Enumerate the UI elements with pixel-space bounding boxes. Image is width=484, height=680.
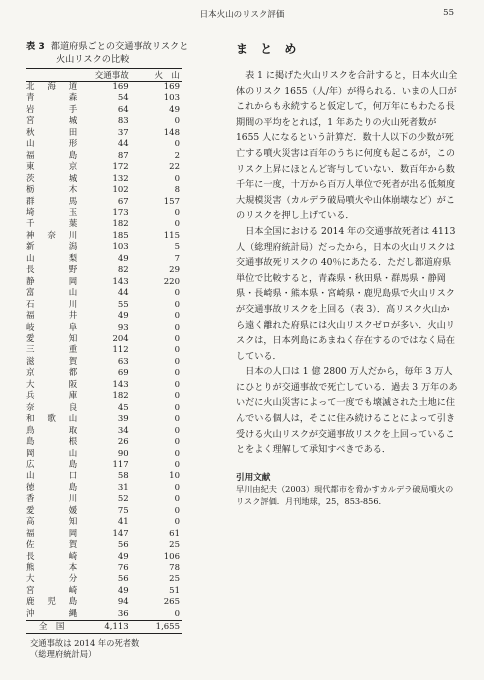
prefecture-cell: 山 梨 bbox=[26, 253, 78, 264]
header-prefecture bbox=[26, 69, 81, 82]
traffic-cell: 172 bbox=[112, 162, 129, 173]
page-number: 55 bbox=[443, 8, 454, 18]
prefecture-cell: 石 川 bbox=[26, 299, 78, 310]
table-row bbox=[26, 323, 182, 334]
table-row bbox=[26, 288, 182, 299]
table-note-line1: 交通事故は 2014 年の死者数 bbox=[30, 638, 140, 649]
prefecture-cell: 長 崎 bbox=[26, 551, 78, 562]
volcano-cell: 51 bbox=[169, 585, 180, 596]
table-row bbox=[26, 82, 182, 94]
table-row bbox=[26, 540, 182, 551]
prefecture-cell: 京 都 bbox=[26, 368, 78, 379]
volcano-cell: 0 bbox=[174, 207, 180, 218]
prefecture-cell: 静 岡 bbox=[26, 276, 78, 287]
prefecture-cell: 長 野 bbox=[26, 265, 78, 276]
volcano-cell: 0 bbox=[174, 345, 180, 356]
prefecture-cell: 鳥 取 bbox=[26, 425, 78, 436]
traffic-cell: 147 bbox=[112, 528, 129, 539]
traffic-cell: 132 bbox=[112, 173, 129, 184]
table-row bbox=[26, 426, 182, 437]
table-row bbox=[26, 494, 182, 505]
volcano-cell: 49 bbox=[169, 104, 180, 115]
traffic-cell: 87 bbox=[117, 150, 129, 161]
volcano-cell: 7 bbox=[174, 253, 180, 264]
prefecture-cell: 新 潟 bbox=[26, 242, 78, 253]
volcano-cell: 0 bbox=[174, 494, 180, 505]
prefecture-cell: 鹿 児 島 bbox=[26, 597, 78, 608]
volcano-cell: 0 bbox=[174, 173, 180, 184]
prefecture-cell: 宮 城 bbox=[26, 116, 78, 127]
prefecture-cell: 愛 知 bbox=[26, 333, 78, 344]
table-row bbox=[26, 345, 182, 356]
table-row bbox=[26, 311, 182, 322]
traffic-cell: 56 bbox=[117, 540, 129, 551]
prefecture-cell: 岐 阜 bbox=[26, 322, 78, 333]
volcano-cell: 25 bbox=[169, 540, 180, 551]
table-row bbox=[26, 380, 182, 391]
volcano-cell: 0 bbox=[174, 459, 180, 470]
page-header bbox=[0, 8, 484, 22]
table-row bbox=[26, 162, 182, 173]
table-row bbox=[26, 609, 182, 621]
table-row bbox=[26, 219, 182, 230]
prefecture-cell: 東 京 bbox=[26, 162, 78, 173]
traffic-cell: 90 bbox=[117, 448, 129, 459]
prefecture-cell: 佐 賀 bbox=[26, 540, 78, 551]
table-total-row bbox=[26, 621, 182, 634]
volcano-cell: 2 bbox=[174, 150, 180, 161]
volcano-cell: 0 bbox=[174, 437, 180, 448]
table-row bbox=[26, 254, 182, 265]
table-note-line2: （総理府統計局） bbox=[30, 649, 97, 660]
volcano-cell: 0 bbox=[174, 139, 180, 150]
traffic-cell: 41 bbox=[117, 517, 129, 528]
volcano-cell: 8 bbox=[174, 185, 180, 196]
prefecture-cell: 高 知 bbox=[26, 517, 78, 528]
prefecture-cell: 群 馬 bbox=[26, 196, 78, 207]
prefecture-cell: 岩 手 bbox=[26, 104, 78, 115]
paragraph-2: 日本全国における 2014 年の交通事故死者は 4113 人（総理府統計局）だったから，日本の火山リスクは交通事故死リスクの 40％にあたる．ただし都道府県単位で比較すると，青森県・秋田県・群馬県・静岡県・長崎県・熊本県・宮崎県・鹿児島県で火山リスクが交通事故リスクを上回る（表 3）．高リスク火山から遠く離れた府県には火山リスクゼロが多い．火山リスクは，日本列島にあまねく存在するのではなく局在している． bbox=[236, 226, 456, 362]
traffic-cell: 45 bbox=[117, 402, 129, 413]
volcano-cell: 22 bbox=[169, 162, 180, 173]
table-row bbox=[26, 517, 182, 528]
traffic-cell: 54 bbox=[117, 93, 129, 104]
table-row bbox=[26, 586, 182, 597]
prefecture-cell: 埼 玉 bbox=[26, 207, 78, 218]
volcano-cell: 220 bbox=[163, 276, 180, 287]
paragraph-3: 日本の人口は 1 億 2800 万人だから，毎年 3 万人にひとりが交通事故で死亡している．過去 3 万年のあいだに火山災害によって一度でも壊滅された土地に住んでいる個人は，そこに住み続けることによって引き受ける火山リスクが交通事故リスクを上回っていることをよく理解して承知すべきである． bbox=[236, 367, 458, 456]
table-row bbox=[26, 506, 182, 517]
traffic-cell: 63 bbox=[117, 356, 129, 367]
table-row bbox=[26, 552, 182, 563]
table-label: 表 3 bbox=[26, 41, 45, 52]
volcano-cell: 10 bbox=[169, 471, 180, 482]
traffic-cell: 56 bbox=[117, 574, 129, 585]
prefecture-cell: 福 岡 bbox=[26, 528, 78, 539]
table-row bbox=[26, 357, 182, 368]
prefecture-cell: 岡 山 bbox=[26, 448, 78, 459]
traffic-cell: 58 bbox=[117, 471, 129, 482]
prefecture-cell: 宮 崎 bbox=[26, 585, 78, 596]
volcano-cell: 0 bbox=[174, 333, 180, 344]
volcano-cell: 0 bbox=[174, 448, 180, 459]
traffic-cell: 117 bbox=[112, 459, 129, 470]
table-body bbox=[26, 82, 182, 634]
volcano-cell: 29 bbox=[169, 265, 180, 276]
table-row bbox=[26, 151, 182, 162]
traffic-cell: 182 bbox=[112, 219, 129, 230]
volcano-cell: 0 bbox=[174, 356, 180, 367]
prefecture-cell: 福 島 bbox=[26, 150, 78, 161]
table-row bbox=[26, 460, 182, 471]
table-row bbox=[26, 483, 182, 494]
prefecture-cell: 三 重 bbox=[26, 345, 78, 356]
total-volcano: 1,655 bbox=[129, 621, 182, 634]
volcano-cell: 0 bbox=[174, 402, 180, 413]
traffic-cell: 34 bbox=[117, 425, 129, 436]
table-row bbox=[26, 563, 182, 574]
table-caption-line1: 都道府県ごとの交通事故リスクと bbox=[50, 41, 189, 52]
prefecture-cell: 山 形 bbox=[26, 139, 78, 150]
prefecture-cell: 熊 本 bbox=[26, 563, 78, 574]
table-row bbox=[26, 597, 182, 608]
volcano-cell: 0 bbox=[174, 379, 180, 390]
prefecture-cell: 大 阪 bbox=[26, 379, 78, 390]
volcano-cell: 0 bbox=[174, 288, 180, 299]
table-row bbox=[26, 403, 182, 414]
risk-comparison-table bbox=[26, 68, 182, 634]
traffic-cell: 112 bbox=[112, 345, 129, 356]
prefecture-cell: 北 海 道 bbox=[26, 82, 78, 92]
traffic-cell: 55 bbox=[117, 299, 129, 310]
section-heading: ま と め bbox=[236, 42, 301, 56]
table-row bbox=[26, 449, 182, 460]
traffic-cell: 204 bbox=[112, 333, 129, 344]
prefecture-cell: 栃 木 bbox=[26, 185, 78, 196]
volcano-cell: 0 bbox=[174, 505, 180, 516]
volcano-cell: 0 bbox=[174, 299, 180, 310]
traffic-cell: 31 bbox=[117, 482, 129, 493]
total-traffic: 4,113 bbox=[81, 621, 128, 634]
traffic-cell: 26 bbox=[117, 437, 129, 448]
traffic-cell: 169 bbox=[112, 82, 129, 92]
table-row bbox=[26, 437, 182, 448]
traffic-cell: 44 bbox=[117, 139, 129, 150]
prefecture-cell: 広 島 bbox=[26, 459, 78, 470]
table-note bbox=[26, 638, 196, 660]
header-traffic: 交通事故 bbox=[81, 69, 128, 82]
traffic-cell: 39 bbox=[117, 414, 129, 425]
table-row bbox=[26, 334, 182, 345]
volcano-cell: 25 bbox=[169, 574, 180, 585]
table-row bbox=[26, 368, 182, 379]
prefecture-cell: 千 葉 bbox=[26, 219, 78, 230]
volcano-cell: 148 bbox=[163, 127, 180, 138]
prefecture-cell: 山 口 bbox=[26, 471, 78, 482]
traffic-cell: 64 bbox=[117, 104, 129, 115]
table-row bbox=[26, 471, 182, 482]
traffic-cell: 75 bbox=[117, 505, 129, 516]
table-row bbox=[26, 574, 182, 585]
paragraph-1: 表 1 に掲げた火山リスクを合計すると，日本火山全体のリスク 1655（人/年）が得られる．いまの人口がこれからも永続すると仮定して，何万年にもわたる長期間の平均をとれば，1 年あたりの火山死者数が 1655 人になるという計算だ．数十人以下の少数が死亡する噴火災害は百年のうちに何度も起こるが，このリスク上昇にほとんど寄与していない．数百年から数千年に一度，十万から百万人単位で死者が出る低頻度大規模災害（カルデラ破局噴火や山体崩壊など）がこのリスクを押し上げている． bbox=[236, 71, 458, 222]
traffic-cell: 173 bbox=[112, 207, 129, 218]
traffic-cell: 143 bbox=[112, 379, 129, 390]
volcano-cell: 265 bbox=[163, 597, 180, 608]
prefecture-cell: 奈 良 bbox=[26, 402, 78, 413]
table-row bbox=[26, 128, 182, 139]
traffic-cell: 49 bbox=[117, 585, 129, 596]
volcano-cell: 0 bbox=[174, 116, 180, 127]
traffic-cell: 49 bbox=[117, 253, 129, 264]
prefecture-cell: 愛 媛 bbox=[26, 505, 78, 516]
volcano-cell: 0 bbox=[174, 608, 180, 619]
prefecture-cell: 富 山 bbox=[26, 288, 78, 299]
table-column bbox=[26, 40, 196, 660]
volcano-cell: 0 bbox=[174, 219, 180, 230]
volcano-cell: 0 bbox=[174, 322, 180, 333]
prefecture-cell: 島 根 bbox=[26, 437, 78, 448]
table-row bbox=[26, 231, 182, 242]
volcano-cell: 78 bbox=[169, 563, 180, 574]
text-column bbox=[236, 40, 458, 508]
prefecture-cell: 茨 城 bbox=[26, 173, 78, 184]
traffic-cell: 82 bbox=[117, 265, 129, 276]
prefecture-cell: 秋 田 bbox=[26, 127, 78, 138]
volcano-cell: 0 bbox=[174, 517, 180, 528]
prefecture-cell: 徳 島 bbox=[26, 482, 78, 493]
table-row bbox=[26, 185, 182, 196]
prefecture-cell: 福 井 bbox=[26, 311, 78, 322]
traffic-cell: 49 bbox=[117, 551, 129, 562]
table-row bbox=[26, 208, 182, 219]
table-row bbox=[26, 300, 182, 311]
volcano-cell: 0 bbox=[174, 368, 180, 379]
traffic-cell: 52 bbox=[117, 494, 129, 505]
prefecture-cell: 大 分 bbox=[26, 574, 78, 585]
volcano-cell: 169 bbox=[163, 82, 180, 92]
table-row bbox=[26, 277, 182, 288]
table-row bbox=[26, 197, 182, 208]
prefecture-cell: 兵 庫 bbox=[26, 391, 78, 402]
volcano-cell: 103 bbox=[163, 93, 180, 104]
volcano-cell: 0 bbox=[174, 414, 180, 425]
traffic-cell: 36 bbox=[117, 608, 129, 619]
traffic-cell: 67 bbox=[117, 196, 129, 207]
table-row bbox=[26, 391, 182, 402]
reference-entry: 早川由紀夫（2003）現代都市を脅かすカルデラ破局噴火のリスク評価．月刊地球，25，853-856. bbox=[236, 483, 454, 507]
prefecture-cell: 滋 賀 bbox=[26, 356, 78, 367]
volcano-cell: 0 bbox=[174, 391, 180, 402]
volcano-cell: 0 bbox=[174, 482, 180, 493]
traffic-cell: 69 bbox=[117, 368, 129, 379]
traffic-cell: 185 bbox=[112, 230, 129, 241]
traffic-cell: 143 bbox=[112, 276, 129, 287]
traffic-cell: 93 bbox=[117, 322, 129, 333]
table-row bbox=[26, 116, 182, 127]
volcano-cell: 0 bbox=[174, 425, 180, 436]
total-label: 全 国 bbox=[26, 621, 81, 634]
traffic-cell: 102 bbox=[112, 185, 129, 196]
traffic-cell: 76 bbox=[117, 563, 129, 574]
table-caption bbox=[26, 40, 196, 66]
table-row bbox=[26, 139, 182, 150]
traffic-cell: 103 bbox=[112, 242, 129, 253]
volcano-cell: 106 bbox=[163, 551, 180, 562]
table-caption-line2: 火山リスクの比較 bbox=[56, 54, 130, 65]
table-row bbox=[26, 265, 182, 276]
traffic-cell: 49 bbox=[117, 311, 129, 322]
volcano-cell: 115 bbox=[163, 230, 180, 241]
table-row bbox=[26, 93, 182, 104]
prefecture-cell: 青 森 bbox=[26, 93, 78, 104]
prefecture-cell: 沖 縄 bbox=[26, 608, 78, 619]
volcano-cell: 61 bbox=[169, 528, 180, 539]
body-text bbox=[236, 69, 458, 459]
volcano-cell: 5 bbox=[174, 242, 180, 253]
traffic-cell: 37 bbox=[117, 127, 129, 138]
volcano-cell: 0 bbox=[174, 311, 180, 322]
prefecture-cell: 香 川 bbox=[26, 494, 78, 505]
traffic-cell: 44 bbox=[117, 288, 129, 299]
traffic-cell: 83 bbox=[117, 116, 129, 127]
volcano-cell: 157 bbox=[163, 196, 180, 207]
traffic-cell: 94 bbox=[117, 597, 129, 608]
prefecture-cell: 神 奈 川 bbox=[26, 230, 78, 241]
table-row bbox=[26, 529, 182, 540]
table-row bbox=[26, 242, 182, 253]
prefecture-cell: 和 歌 山 bbox=[26, 414, 78, 425]
references-heading: 引用文献 bbox=[236, 472, 271, 483]
table-header-row bbox=[26, 69, 182, 82]
table-row bbox=[26, 105, 182, 116]
running-title: 日本火山のリスク評価 bbox=[199, 10, 285, 20]
table-row bbox=[26, 414, 182, 425]
table-row bbox=[26, 174, 182, 185]
traffic-cell: 182 bbox=[112, 391, 129, 402]
header-volcano: 火 山 bbox=[129, 69, 182, 82]
